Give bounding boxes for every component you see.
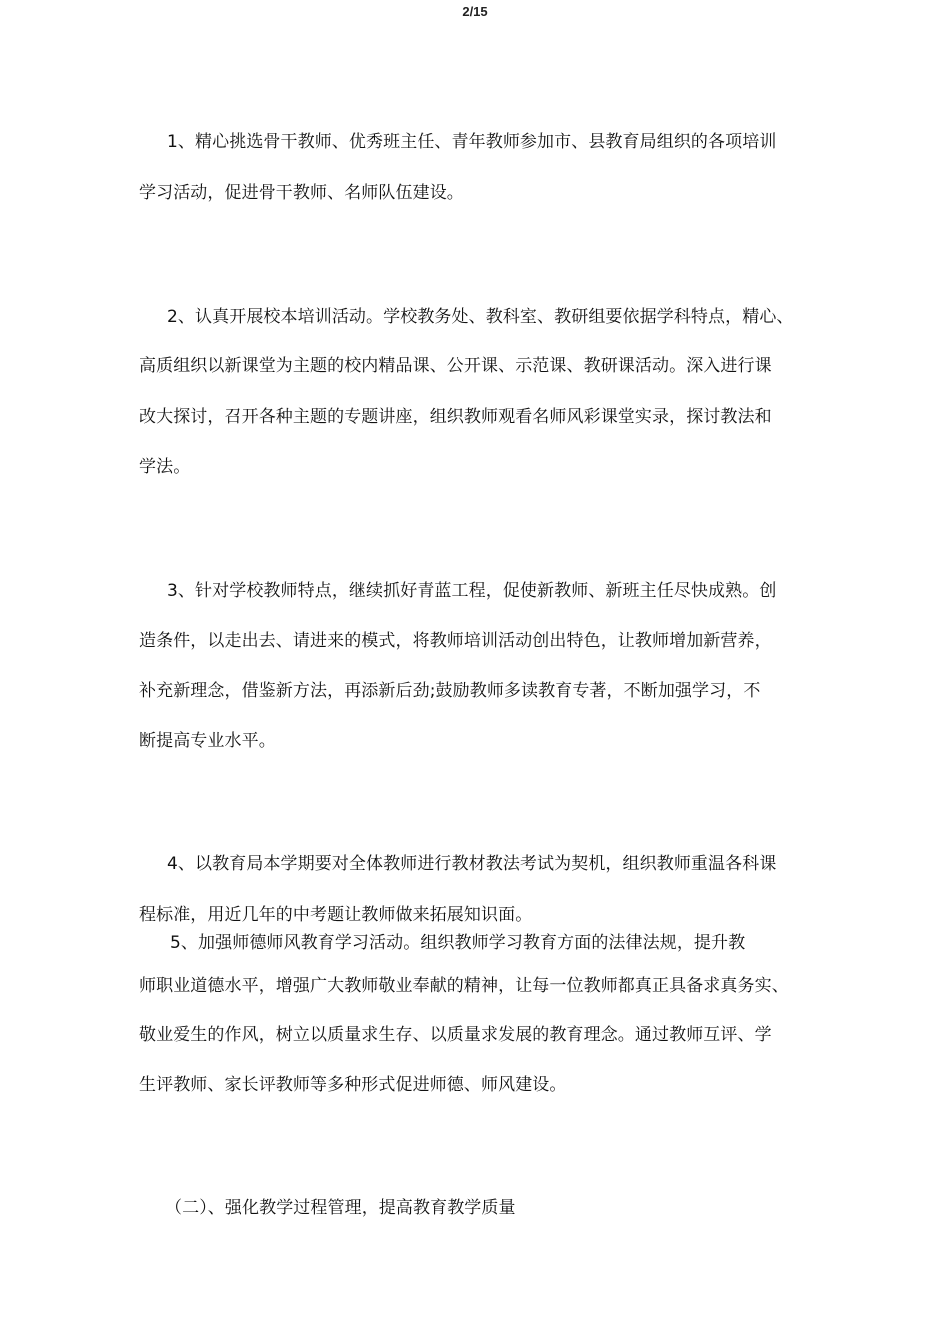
paragraph-5-line-3: 敬业爱生的作风，树立以质量求生存、以质量求发展的教育理念。通过教师互评、学 — [139, 1025, 772, 1045]
paragraph-1-line-1: 1、精心挑选骨干教师、优秀班主任、青年教师参加市、县教育局组织的各项培训 — [167, 132, 777, 152]
paragraph-4-line-2: 程标准，用近几年的中考题让教师做来拓展知识面。 — [139, 905, 533, 925]
paragraph-3-line-3: 补充新理念，借鉴新方法，再添新后劲;鼓励教师多读教育专著，不断加强学习，不 — [139, 681, 761, 701]
paragraph-2-line-3: 改大探讨，召开各种主题的专题讲座，组织教师观看名师风彩课堂实录，探讨教法和 — [139, 407, 772, 427]
paragraph-4-line-1: 4、以教育局本学期要对全体教师进行教材教法考试为契机，组织教师重温各科课 — [167, 854, 777, 874]
page-number: 2/15 — [462, 4, 488, 19]
paragraph-3-line-1: 3、针对学校教师特点，继续抓好青蓝工程，促使新教师、新班主任尽快成熟。创 — [167, 581, 777, 601]
section-heading: （二）、强化教学过程管理，提高教育教学质量 — [165, 1198, 516, 1218]
paragraph-5-line-2: 师职业道德水平，增强广大教师敬业奉献的精神，让每一位教师都真正具备求真务实、 — [139, 976, 789, 996]
paragraph-5-line-4: 生评教师、家长评教师等多种形式促进师德、师风建设。 — [139, 1075, 567, 1095]
paragraph-2-line-4: 学法。 — [139, 457, 191, 477]
paragraph-2-line-1: 2、认真开展校本培训活动。学校教务处、教科室、教研组要依据学科特点，精心、 — [167, 307, 794, 327]
paragraph-2-line-2: 高质组织以新课堂为主题的校内精品课、公开课、示范课、教研课活动。深入进行课 — [139, 356, 772, 376]
paragraph-3-line-4: 断提高专业水平。 — [139, 731, 276, 751]
paragraph-5-line-1: 5、加强师德师风教育学习活动。组织教师学习教育方面的法律法规，提升教 — [170, 933, 746, 953]
paragraph-1-line-2: 学习活动，促进骨干教师、名师队伍建设。 — [139, 183, 464, 203]
paragraph-3-line-2: 造条件，以走出去、请进来的模式，将教师培训活动创出特色，让教师增加新营养， — [139, 631, 772, 651]
